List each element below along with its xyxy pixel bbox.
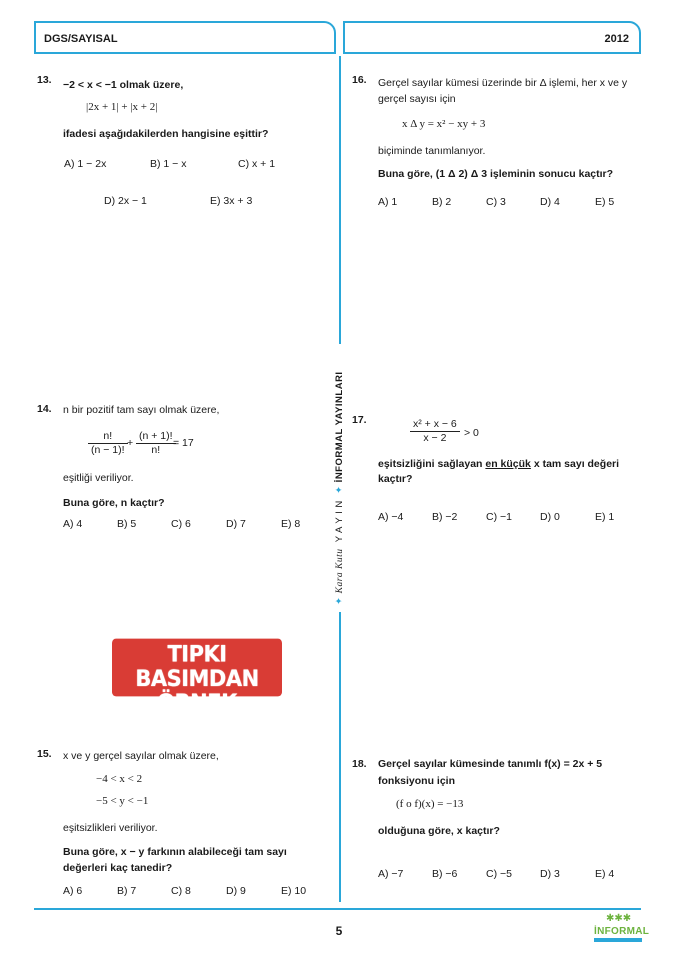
- q17-greater-than: > 0: [464, 427, 479, 439]
- page-number: 5: [335, 924, 343, 938]
- q14-f1-numerator: n!: [88, 430, 128, 444]
- q17-numerator: x² + x − 6: [410, 418, 460, 432]
- q18-number: 18.: [352, 758, 367, 770]
- footer-rule: [34, 908, 641, 910]
- q18-option-a[interactable]: A) −7: [378, 868, 404, 880]
- header-left-box: [34, 21, 336, 54]
- q16-option-e[interactable]: E) 5: [595, 196, 615, 208]
- q18-question: olduğuna göre, x kaçtır?: [378, 825, 500, 837]
- q18-option-c[interactable]: C) −5: [486, 868, 512, 880]
- q17-number: 17.: [352, 414, 367, 426]
- q13-option-e[interactable]: E) 3x + 3: [210, 195, 253, 207]
- q16-option-d[interactable]: D) 4: [540, 196, 560, 208]
- q14-fraction-2: [136, 430, 176, 457]
- q15-option-c[interactable]: C) 8: [171, 885, 191, 897]
- q15-option-e[interactable]: E) 10: [281, 885, 307, 897]
- q16-number: 16.: [352, 74, 367, 86]
- q14-option-d[interactable]: D) 7: [226, 518, 246, 530]
- q13-option-b[interactable]: B) 1 − x: [150, 158, 187, 170]
- spine-brand: İNFORMAL YAYINLARI: [334, 371, 345, 483]
- q17-option-e[interactable]: E) 1: [595, 511, 615, 523]
- sample-page-stamp: [112, 639, 282, 740]
- q18-line-2: fonksiyonu için: [378, 775, 456, 787]
- q14-number: 14.: [37, 403, 52, 415]
- logo-name: İNFORMAL: [594, 926, 650, 937]
- q15-question-line-1: Buna göre, x − y farkının alabileceği tam sayı: [63, 846, 287, 858]
- q13-number: 13.: [37, 74, 52, 86]
- q15-inequality-2: −5 < y < −1: [96, 795, 149, 807]
- publisher-logo: [594, 913, 650, 943]
- q16-option-c[interactable]: C) 3: [486, 196, 506, 208]
- logo-underbar: [594, 938, 642, 942]
- q17-question-line-1: [378, 458, 619, 470]
- q16-line-2: gerçel sayısı için: [378, 93, 456, 105]
- q14-fraction-1: [88, 430, 128, 457]
- column-divider-top: [339, 56, 341, 344]
- q15-intro: x ve y gerçel sayılar olmak üzere,: [63, 750, 219, 762]
- q16-definition: x Δ y = x² − xy + 3: [402, 118, 486, 130]
- q14-intro: n bir pozitif tam sayı olmak üzere,: [63, 404, 220, 416]
- q14-option-e[interactable]: E) 8: [281, 518, 301, 530]
- q18-option-e[interactable]: E) 4: [595, 868, 615, 880]
- q17-q-part-2: x tam sayı değeri: [530, 458, 620, 470]
- q14-equals: = 17: [173, 437, 194, 449]
- q14-f1-denominator: (n − 1)!: [91, 444, 125, 456]
- q18-option-d[interactable]: D) 3: [540, 868, 560, 880]
- stamp-line-1: TIPKI BASIMDAN: [135, 641, 259, 692]
- q17-question-line-2: kaçtır?: [378, 473, 413, 485]
- q17-option-c[interactable]: C) −1: [486, 511, 512, 523]
- q14-option-a[interactable]: A) 4: [63, 518, 83, 530]
- q13-expression: |2x + 1| + |x + 2|: [86, 101, 158, 113]
- q17-fraction: [410, 418, 460, 445]
- q16-question: Buna göre, (1 Δ 2) Δ 3 işleminin sonucu kaçtır?: [378, 168, 614, 180]
- q15-given: eşitsizlikleri veriliyor.: [63, 822, 158, 834]
- exam-year: 2012: [604, 33, 629, 45]
- q16-option-a[interactable]: A) 1: [378, 196, 398, 208]
- q17-option-d[interactable]: D) 0: [540, 511, 560, 523]
- q16-line-3: biçiminde tanımlanıyor.: [378, 145, 486, 157]
- q15-option-b[interactable]: B) 7: [117, 885, 137, 897]
- q16-line-1: Gerçel sayılar kümesi üzerinde bir Δ işlemi, her x ve y: [378, 77, 628, 89]
- q18-option-b[interactable]: B) −6: [432, 868, 458, 880]
- column-divider-bottom: [339, 612, 341, 902]
- stamp-line-2: ÖRNEK SAYFADIR: [141, 690, 253, 740]
- spine-script: Kara Kutu: [335, 548, 345, 594]
- q15-option-d[interactable]: D) 9: [226, 885, 246, 897]
- q13-option-d[interactable]: D) 2x − 1: [104, 195, 147, 207]
- q18-expression: (f o f)(x) = −13: [396, 798, 464, 810]
- q14-f2-numerator: (n + 1)!: [136, 430, 176, 444]
- exam-title: DGS/SAYISAL: [44, 33, 118, 45]
- q17-q-part-1: eşitsizliğini sağlayan: [378, 458, 486, 470]
- q16-option-b[interactable]: B) 2: [432, 196, 452, 208]
- q17-denominator: x − 2: [423, 432, 447, 444]
- q13-condition: −2 < x < −1 olmak üzere,: [63, 79, 184, 91]
- q14-option-c[interactable]: C) 6: [171, 518, 191, 530]
- q18-line-1: Gerçel sayılar kümesinde tanımlı f(x) = 2x + 5: [378, 758, 603, 770]
- q14-option-b[interactable]: B) 5: [117, 518, 137, 530]
- q17-q-underlined: en küçük: [485, 458, 531, 470]
- q17-option-a[interactable]: A) −4: [378, 511, 404, 523]
- spine-text: ✦ Kara Kutu Y A Y I N ✦ İNFORMAL YAYINLARI: [334, 371, 345, 605]
- q15-number: 15.: [37, 748, 52, 760]
- q13-option-c[interactable]: C) x + 1: [238, 158, 276, 170]
- q15-inequality-1: −4 < x < 2: [96, 773, 143, 785]
- q14-f2-denominator: n!: [151, 444, 161, 456]
- q13-option-a[interactable]: A) 1 − 2x: [64, 158, 107, 170]
- spine-spaced: Y A Y I N: [334, 500, 345, 543]
- q17-option-b[interactable]: B) −2: [432, 511, 458, 523]
- header-right-box: [343, 21, 641, 54]
- q14-given: eşitliği veriliyor.: [63, 472, 134, 484]
- q14-plus: +: [127, 437, 134, 449]
- q13-question: ifadesi aşağıdakilerden hangisine eşittir?: [63, 128, 269, 140]
- q14-question: Buna göre, n kaçtır?: [63, 497, 165, 509]
- q15-option-a[interactable]: A) 6: [63, 885, 83, 897]
- q15-question-line-2: değerleri kaç tanedir?: [63, 862, 173, 874]
- logo-people-icon: ✱✱✱: [606, 913, 632, 924]
